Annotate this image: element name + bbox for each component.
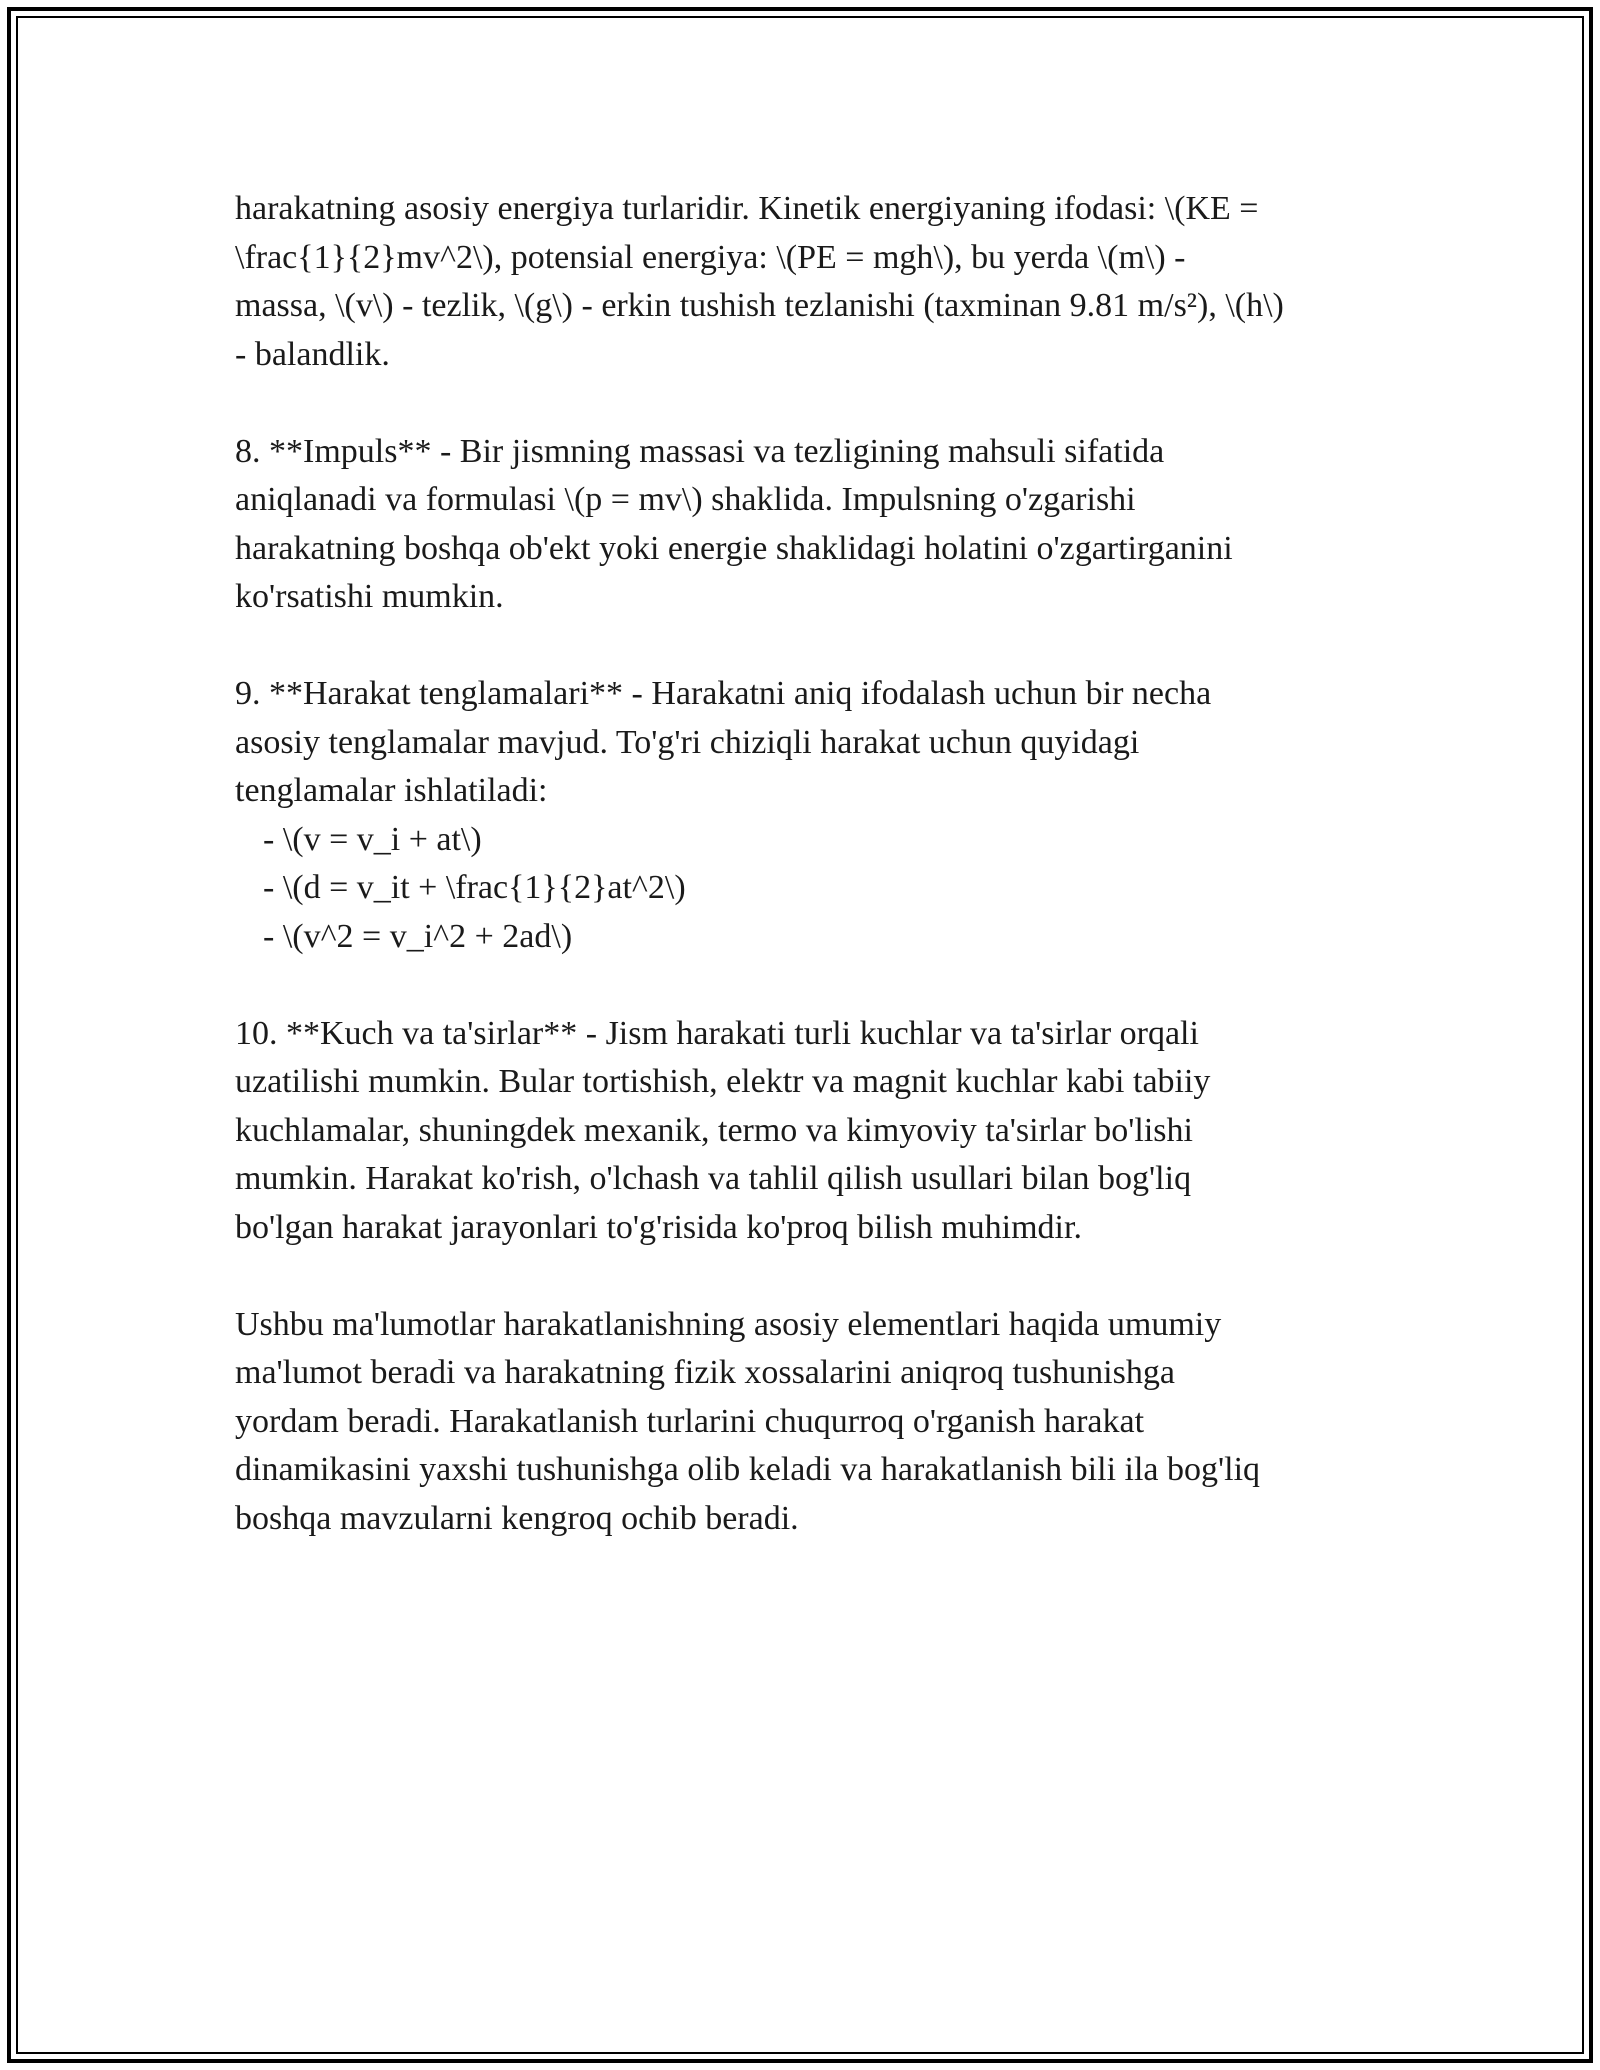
paragraph-kuch-va-tasirlar — [235, 1010, 1395, 1253]
paragraph-harakat-tenglamalari — [235, 670, 1395, 961]
text-line: Ushbu ma'lumotlar harakatlanishning asosiy elementlari haqida umumiy — [235, 1305, 1222, 1343]
equation-line: - \(v = v_i + at\) — [263, 820, 482, 858]
text-line: - balandlik. — [235, 335, 390, 373]
text-line: \frac{1}{2}mv^2\), potensial energiya: \(PE = mgh\), bu yerda \(m\) - — [235, 238, 1186, 276]
text-line: aniqlanadi va formulasi \(p = mv\) shaklida. Impulsning o'zgarishi — [235, 481, 1136, 518]
text-line: dinamikasini yaxshi tushunishga olib keladi va harakatlanish bili ila bog'liq — [235, 1451, 1261, 1488]
paragraph-xulosa — [235, 1301, 1395, 1544]
text-line: 10. **Kuch va ta'sirlar** - Jism harakati turli kuchlar va ta'sirlar orqali — [235, 1014, 1199, 1052]
paragraph-impuls — [235, 428, 1395, 622]
text-line: tenglamalar ishlatiladi: — [235, 772, 548, 809]
text-line: 8. **Impuls** - Bir jismning massasi va tezligining mahsuli sifatida — [235, 432, 1165, 470]
text-line: harakatning boshqa ob'ekt yoki energie shaklidagi holatini o'zgartirganini — [235, 529, 1233, 567]
paragraph-energy-continuation — [235, 185, 1395, 379]
text-line: kuchlamalar, shuningdek mexanik, termo va kimyoviy ta'sirlar bo'lishi — [235, 1111, 1193, 1149]
equation-line: - \(d = v_it + \frac{1}{2}at^2\) — [263, 869, 686, 906]
text-line: mumkin. Harakat ko'rish, o'lchash va tahlil qilish usullari bilan bog'liq — [235, 1160, 1192, 1197]
text-line: ma'lumot beradi va harakatning fizik xossalarini aniqroq tushunishga — [235, 1354, 1175, 1391]
text-line: bo'lgan harakat jarayonlari to'g'risida ko'proq bilish muhimdir. — [235, 1208, 1082, 1246]
text-line: yordam beradi. Harakatlanish turlarini chuqurroq o'rganish harakat — [235, 1402, 1145, 1440]
text-line: 9. **Harakat tenglamalari** - Harakatni aniq ifodalash uchun bir necha — [235, 675, 1212, 712]
equation-line: - \(v^2 = v_i^2 + 2ad\) — [263, 917, 573, 955]
document-body — [235, 185, 1395, 1592]
text-line: harakatning asosiy energiya turlaridir. Kinetik energiyaning ifodasi: \(KE = — [235, 190, 1259, 227]
text-line: boshqa mavzularni kengroq ochib beradi. — [235, 1499, 799, 1537]
text-line: ko'rsatishi mumkin. — [235, 578, 504, 615]
text-line: massa, \(v\) - tezlik, \(g\) - erkin tushish tezlanishi (taxminan 9.81 m/s²), \(h\) — [235, 287, 1284, 324]
text-line: asosiy tenglamalar mavjud. To'g'ri chiziqli harakat uchun quyidagi — [235, 723, 1140, 761]
text-line: uzatilishi mumkin. Bular tortishish, elektr va magnit kuchlar kabi tabiiy — [235, 1063, 1211, 1100]
